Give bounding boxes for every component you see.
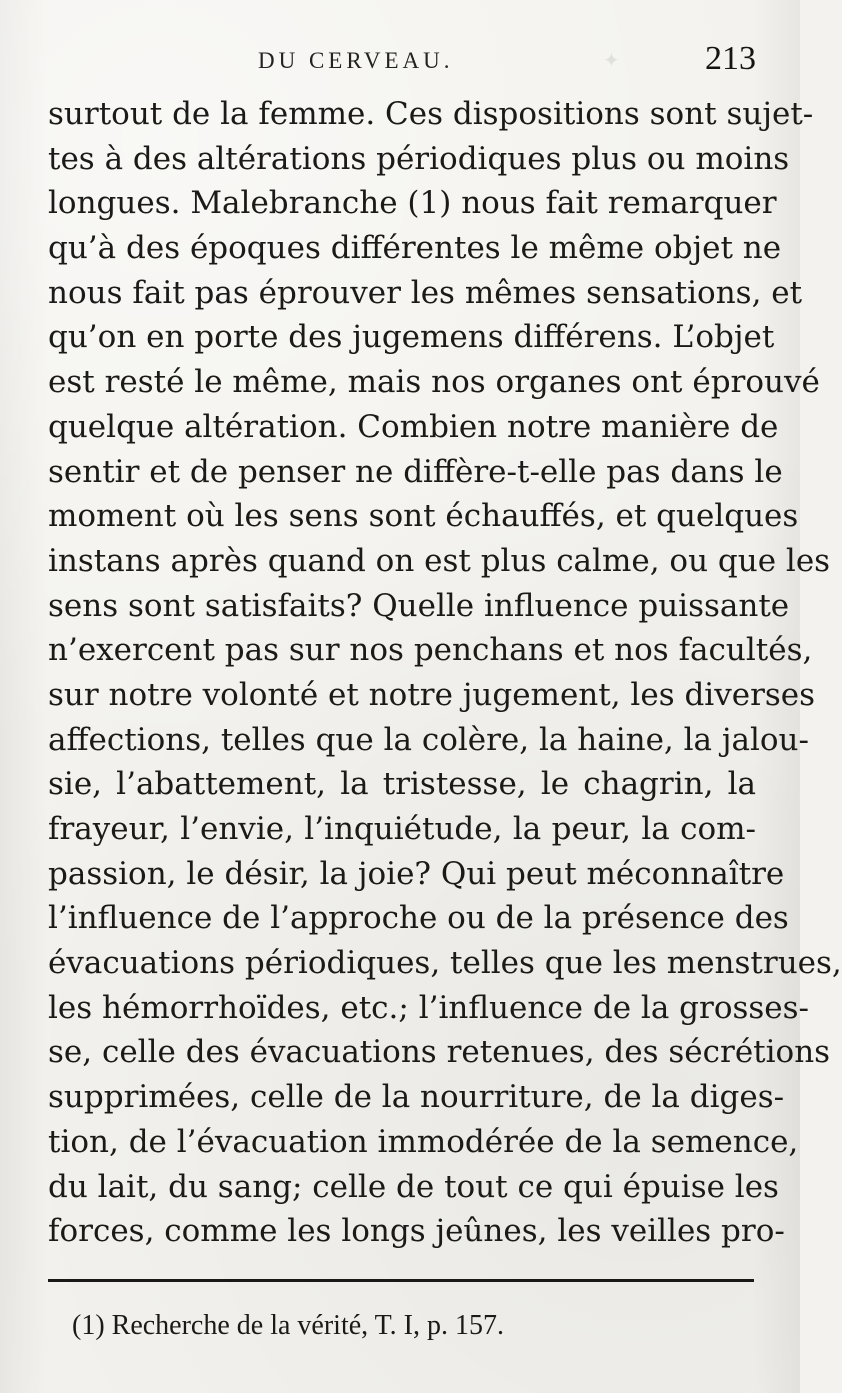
page-number: 213 [705,40,756,77]
text-line: forces, comme les longs jeûnes, les veilles pro- [48,1213,785,1250]
text-line: sie, l’abattement, la tristesse, le chagrin, la [48,766,756,803]
text-line: qu’on en porte des jugemens différens. L’objet [48,319,775,356]
text-line: n’exercent pas sur nos penchans et nos facultés, [48,632,813,669]
footnote: (1) Recherche de la vérité, T. I, p. 157. [72,1310,505,1341]
text-line: les hémorrhoïdes, etc.; l’influence de la grosses- [48,989,810,1026]
text-line: passion, le désir, la joie? Qui peut méconnaître [48,855,785,892]
body-text [48,92,842,1254]
text-line: se, celle des évacuations retenues, des sécrétions [48,1034,831,1071]
text-line: qu’à des époques différentes le même objet ne [48,230,782,267]
text-line: tion, de l’évacuation immodérée de la semence, [48,1123,799,1160]
text-line: quelque altération. Combien notre manière de [48,408,779,445]
text-line: surtout de la femme. Ces dispositions sont sujet- [48,96,814,132]
text-line: sur notre volonté et notre jugement, les diverses [48,676,816,713]
text-line: tes à des altérations périodiques plus ou moins [48,140,790,177]
footnote-divider [48,1279,754,1282]
text-line: sens sont satisfaits? Quelle influence puissante [48,587,790,624]
text-line: instans après quand on est plus calme, ou que les [48,542,831,579]
text-line: du lait, du sang; celle de tout ce qui épuise les [48,1168,779,1205]
running-head: DU CERVEAU. [258,48,454,73]
text-line: l’influence de l’approche ou de la présence des [48,900,789,937]
text-line: est resté le même, mais nos organes ont éprouvé [48,364,820,401]
text-line: évacuations périodiques, telles que les menstrues, [48,945,842,982]
text-line: longues. Malebranche (1) nous fait remarquer [48,185,777,222]
text-line: frayeur, l’envie, l’inquiétude, la peur, la com- [48,811,756,847]
text-line: nous fait pas éprouver les mêmes sensations, et [48,274,803,311]
text-line: moment où les sens sont échauffés, et quelques [48,498,799,535]
text-line: affections, telles que la colère, la haine, la jalou- [48,721,809,758]
text-line: sentir et de penser ne diffère-t-elle pas dans le [48,453,783,490]
page-header [48,42,756,86]
text-line: supprimées, celle de la nourriture, de la diges- [48,1079,785,1116]
bleed-through-text: ✦ [599,48,620,72]
